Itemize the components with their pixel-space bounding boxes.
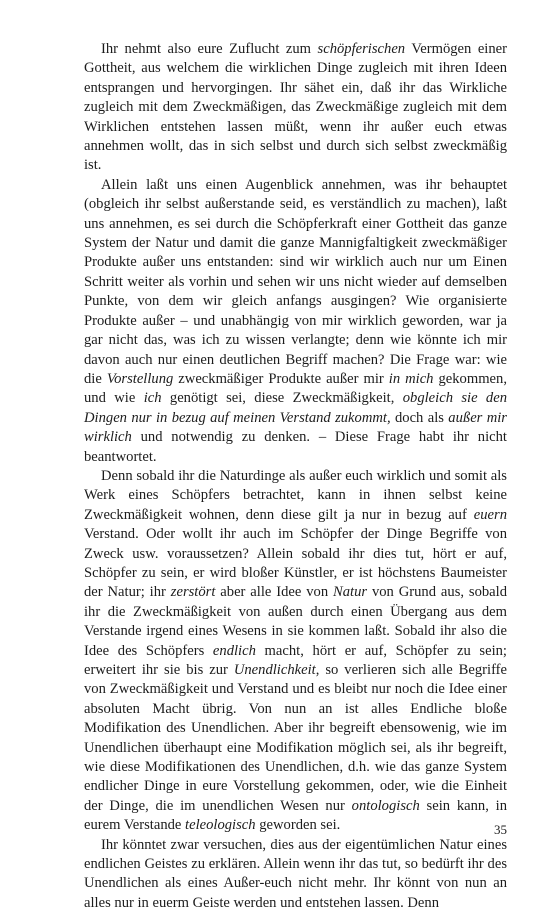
text-segment: Ihr könntet zwar versuchen, dies aus der eigentümlichen Natur eines endlichen Geistes zu erklären. Allein wenn ihr das tut, so bedürft ihr des Unendlichen als eines Außer-euch nicht mehr. Ihr könnt von nun an alles nur in euerm Geiste werden und entstehen lassen. Denn	[84, 836, 507, 911]
text-segment: Allein laßt uns einen Augenblick annehmen, was ihr behauptet (obgleich ihr selbst außerstande seid, es verständlich zu machen), laßt uns annehmen, es sei durch die Schöpferkraft einer Gottheit das ganze System der Natur und damit die ganze Mannigfaltigkeit zweckmäßiger Produkte außer uns entstanden: sind wir wirklich auch nur um Einen Schritt weiter als vorhin und sehen wir uns nicht wieder auf demselben Punkte, von dem wir gleich anfangs ausgingen? Wie organisierte Produkte außer – und unabhängig von mir wirklich geworden, war ja gar nicht das, was ich zu wissen verlangte; denn wie könnte ich mir davon auch nur einen deutlichen Begriff machen? Die Frage war: wie die	[84, 176, 507, 387]
text-segment: , so verlieren sich alle Begriffe von Zweckmäßigkeit und Verstand und es bleibt nur noch die Idee einer absoluten Macht übrig. Von nun an ist alles Endliche bloße Modifikation des Unendlichen. Aber ihr begreift ebensowenig, wie im Unendlichen überhaupt eine Modifikation möglich sei, als ihr begreift, wie diese Modifikationen des Unendlichen, d.h. wie das ganze System endlicher Dinge in eure Vorstellung gekommen, oder, wie die Einheit der Dinge, die im unendlichen Wesen nur	[84, 662, 508, 814]
paragraph-2	[84, 176, 507, 467]
text-segment: macht, hört er auf, Schöpfer zu sein; erweitert ihr sie bis zur	[84, 642, 507, 678]
emphasis-segment: euern	[473, 506, 507, 523]
paragraph-1	[84, 40, 507, 176]
emphasis-segment: endlich	[212, 642, 256, 659]
text-segment: sein kann, in eurem Verstande	[84, 797, 507, 834]
emphasis-segment: Natur	[333, 584, 368, 601]
emphasis-segment: in mich	[388, 370, 434, 387]
emphasis-segment: schöpferischen	[317, 41, 406, 57]
text-segment: Denn sobald ihr die Naturdinge als außer euch wirklich und somit als Werk eines Schöpfers betrachtet, kann in ihnen selbst keine Zweckmäßigkeit wohnen, denn diese gilt ja nur in bezug auf	[84, 467, 507, 523]
text-segment: gekommen, und wie	[84, 370, 507, 407]
paragraph-3	[84, 467, 507, 836]
emphasis-segment: Vorstellung	[106, 370, 174, 387]
emphasis-segment: ontologisch	[351, 797, 420, 814]
text-segment: und notwendig zu denken. – Diese Frage habt ihr nicht beantwortet.	[84, 429, 507, 465]
page-number: 35	[494, 822, 507, 837]
text-segment: geworden sei.	[255, 817, 341, 834]
text-segment: aber alle Idee von	[215, 584, 334, 601]
text-segment: Ihr nehmt also eure Zuflucht zum	[101, 41, 318, 57]
paragraph-4	[84, 836, 507, 913]
text-segment: genötigt sei, diese Zweckmäßigkeit,	[161, 390, 403, 407]
text-segment: doch als	[390, 409, 449, 426]
emphasis-segment: Unendlichkeit	[233, 662, 316, 678]
text-segment: Vermögen einer Gottheit, aus welchem die wirklichen Dinge zugleich mit ihren Ideen entsprangen und hervorgingen. Ihr sähet ein, daß ihr das Wirkliche zugleich mit dem Zweckmäßigen, das Zweckmäßige zugleich mit dem Wirklichen entstehen lassen müßt, wenn ihr außer euch etwas annehmen wollt, das in sich selbst und durch sich selbst zweckmäßig ist.	[84, 41, 507, 174]
text-segment: zweckmäßiger Produkte außer mir	[173, 370, 389, 387]
emphasis-segment: zerstört	[170, 584, 216, 601]
text-segment: von Grund aus, sobald ihr die Zweckmäßigkeit von außen durch einen Übergang aus dem Verstande irgend eines Wesens in sie kommen laßt. Sobald ihr also die Idee des Schöpfers	[84, 584, 508, 659]
text-segment: Verstand. Oder wollt ihr auch im Schöpfer der Dinge Begriffe von Zweck usw. voraussetzen? Allein sobald ihr dies tut, hört er auf, Schöpfer zu sein, er wird bloßer Künstler, er ist höchstens Baumeister der Natur; ihr	[84, 526, 507, 601]
emphasis-segment: teleologisch	[185, 817, 256, 834]
emphasis-segment: ich	[143, 390, 162, 407]
emphasis-segment: obgleich sie den Dingen nur in bezug auf meinen Verstand zukommt,	[84, 390, 507, 426]
page-body	[84, 40, 507, 913]
emphasis-segment: außer mir wirklich	[84, 409, 507, 446]
